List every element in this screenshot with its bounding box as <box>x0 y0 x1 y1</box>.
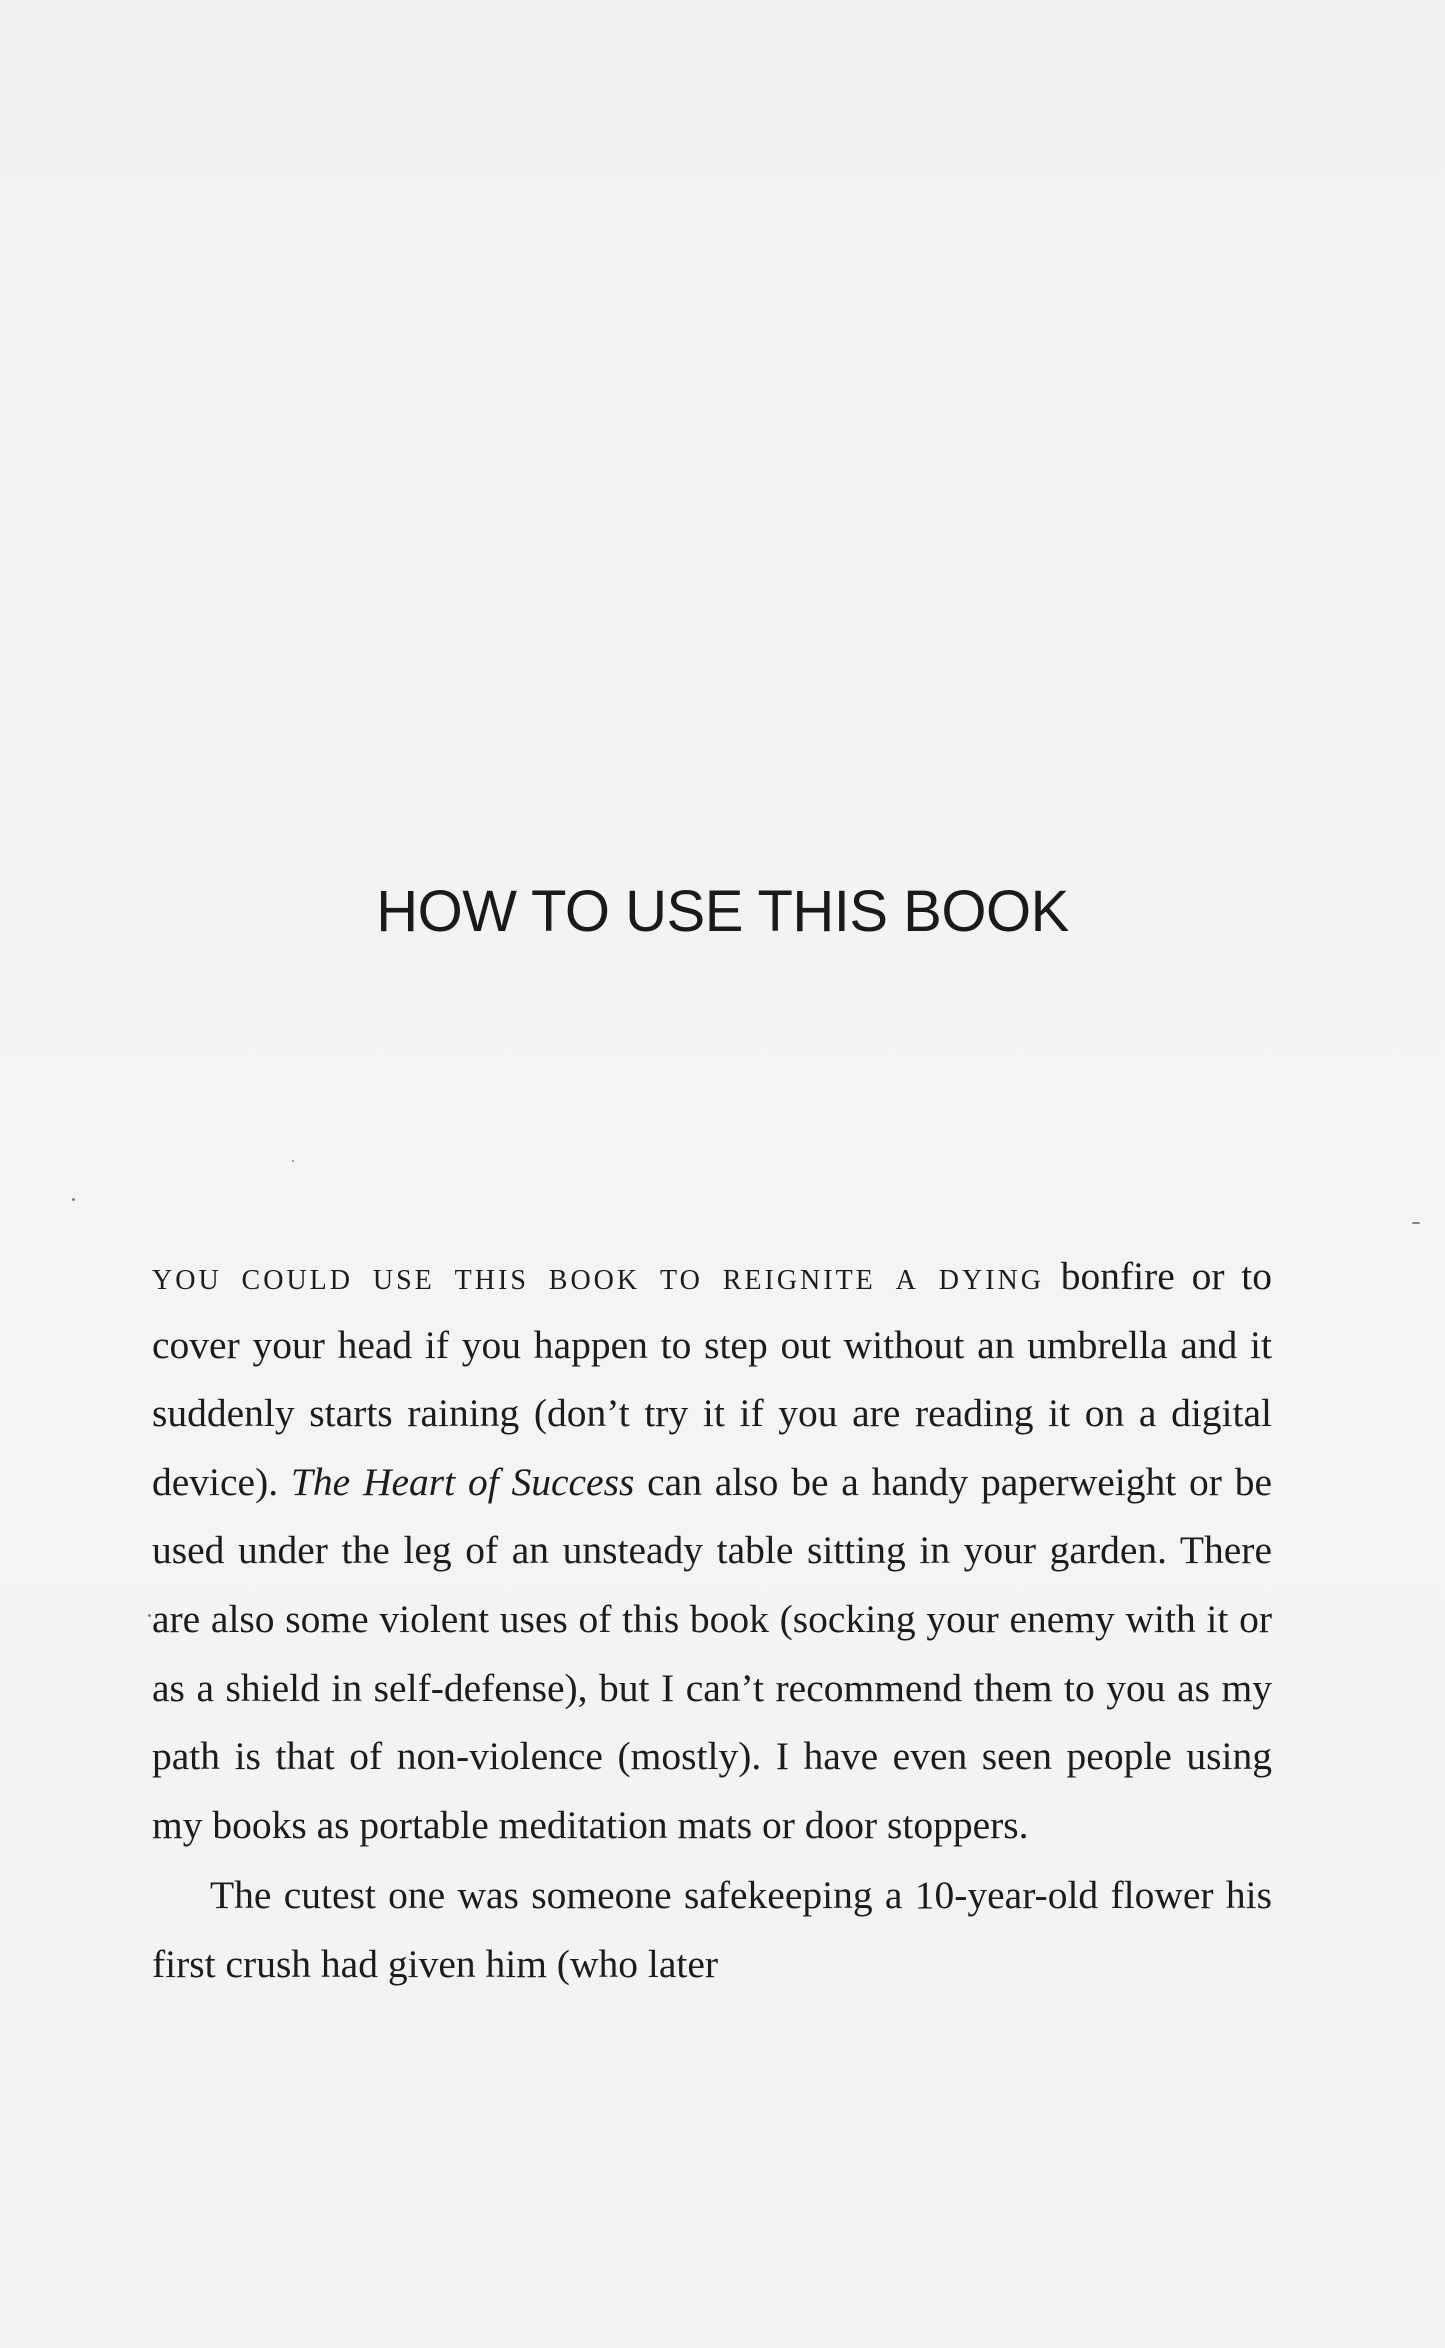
chapter-heading: HOW TO USE THIS BOOK <box>376 879 1069 944</box>
paragraph-2: The cutest one was someone safekeeping a 10-year-old flower his first crush had given him (who later <box>152 1873 1272 1986</box>
paragraph-1 <box>152 1242 1272 1859</box>
paper-speck <box>1412 1222 1420 1224</box>
paper-speck <box>148 1614 151 1617</box>
chapter-body <box>152 1242 1272 1999</box>
book-title: The Heart of Success <box>290 1459 635 1504</box>
paragraph-text: can also be a handy paperweight or be used under the leg of an unsteady table sitting in your garden. There are also some violent uses of this book (socking your enemy with it or as a shield in self-defense), but I can’t recommend them to you as my path is that of non-violence (mostly). I have even seen people using my books as portable meditation mats or door stoppers. <box>152 1459 1273 1847</box>
paper-speck <box>292 1160 294 1162</box>
paper-speck <box>72 1198 75 1201</box>
paragraph-lead-in: you could use this book to reignite a dying <box>152 1253 1044 1298</box>
paragraph-text: bonfire or to cover your head if you happen to step out without an umbrella and it suddenly starts raining (don’t try it if you are reading it on a digital device). <box>152 1254 1272 1504</box>
